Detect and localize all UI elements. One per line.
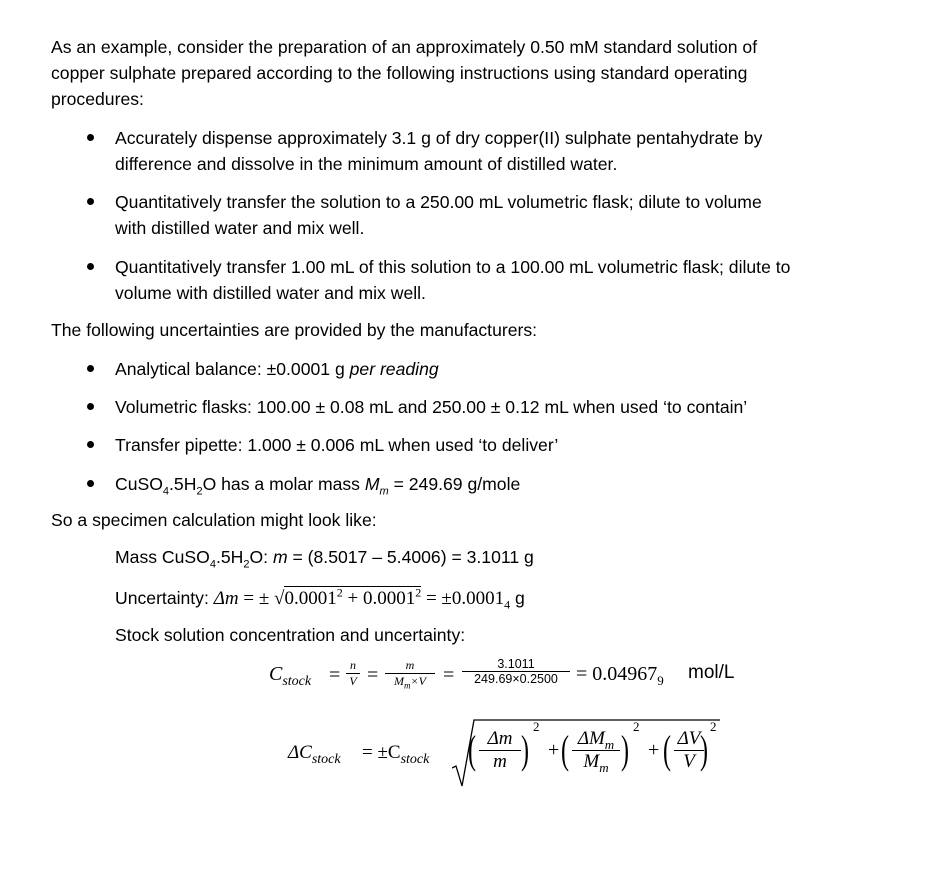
calc-mass: Mass $CuSO_4.5H_2O$: m = (8.5017 – 5.4006) = 3.1011 g (115, 547, 534, 571)
delta-c-symbol: $\Delta C_{stock}$ (288, 742, 341, 767)
intro-line-3: procedures: (51, 89, 144, 109)
step-2-line-1: Quantitatively transfer the solution to a 250.00 mL volumetric flask; dilute to volume (115, 192, 762, 212)
step-3-line-1: Quantitatively transfer 1.00 mL of this solution to a 100.00 mL volumetric flask; dilute to (115, 257, 791, 277)
exponent-2: 2 (710, 719, 717, 734)
paren-right: ) (521, 727, 529, 772)
fraction-m-over-mmv: m $M_m\times V$ (385, 658, 435, 689)
delta-c-rhs: = $\pm C_{stock}$ (362, 742, 430, 767)
uncertainty-molar-mass: $CuSO_4.5H_2O$ has a molar mass $M_m = 249.69$ g/mole (115, 474, 521, 498)
bullet-icon (87, 198, 94, 205)
concentration-result: = $0.04967_9$ (576, 663, 664, 688)
uncertainty-pipette: Transfer pipette: 1.000 ± 0.006 mL when used ‘to deliver’ (115, 435, 559, 455)
bullet-icon (87, 441, 94, 448)
paren-right: ) (621, 727, 629, 772)
intro-line-2: copper sulphate prepared according to the following instructions using standard operating (51, 63, 748, 83)
step-1-line-2: difference and dissolve in the minimum amount of distilled water. (115, 154, 618, 174)
plus-sign: + (548, 739, 560, 761)
exponent-2: 2 (633, 719, 640, 734)
fraction-dv-over-v: ΔV V (674, 728, 704, 773)
exponent-2: 2 (533, 719, 540, 734)
fraction-dm-over-m: Δm m (479, 728, 521, 773)
equals-sign: = (443, 664, 455, 686)
fraction-n-over-v: n V (346, 658, 360, 689)
paren-left: ( (663, 727, 671, 772)
paren-left: ( (468, 727, 476, 772)
intro-line-1: As an example, consider the preparation of an approximately 0.50 mM standard solution of (51, 37, 758, 57)
fraction-dmm-over-mm: $\Delta M_m$ $M_m$ (572, 728, 620, 773)
calc-uncertainty: Uncertainty: Δm = ± $√0.0001^2 + 0.0001^2 = \pm 0.0001_4$ g (115, 585, 525, 612)
step-3-line-2: volume with distilled water and mix well. (115, 283, 426, 303)
bullet-icon (87, 365, 94, 372)
uncertainty-balance: Analytical balance: ±0.0001 g per reading (115, 359, 439, 379)
equals-sign: = (367, 664, 379, 686)
equals-sign: = (329, 664, 341, 686)
bullet-icon (87, 480, 94, 487)
uncertainty-flasks: Volumetric flasks: 100.00 ± 0.08 mL and 250.00 ± 0.12 mL when used ‘to contain’ (115, 397, 748, 417)
plus-sign: + (648, 739, 660, 761)
c-stock-symbol: $C_{stock}$ (269, 663, 312, 689)
bullet-icon (87, 263, 94, 270)
paren-right: ) (700, 727, 708, 772)
step-2-line-2: with distilled water and mix well. (115, 218, 365, 238)
step-1-line-1: Accurately dispense approximately 3.1 g of dry copper(II) sulphate pentahydrate by (115, 128, 763, 148)
paren-left: ( (561, 727, 569, 772)
concentration-unit: mol/L (688, 662, 735, 683)
fraction-numeric: 3.1011 249.69×0.2500 (462, 657, 570, 686)
stock-heading: Stock solution concentration and uncertainty: (115, 625, 466, 645)
bullet-icon (87, 403, 94, 410)
bullet-icon (87, 134, 94, 141)
uncertainties-heading: The following uncertainties are provided by the manufacturers: (51, 320, 538, 340)
specimen-heading: So a specimen calculation might look like: (51, 510, 377, 530)
